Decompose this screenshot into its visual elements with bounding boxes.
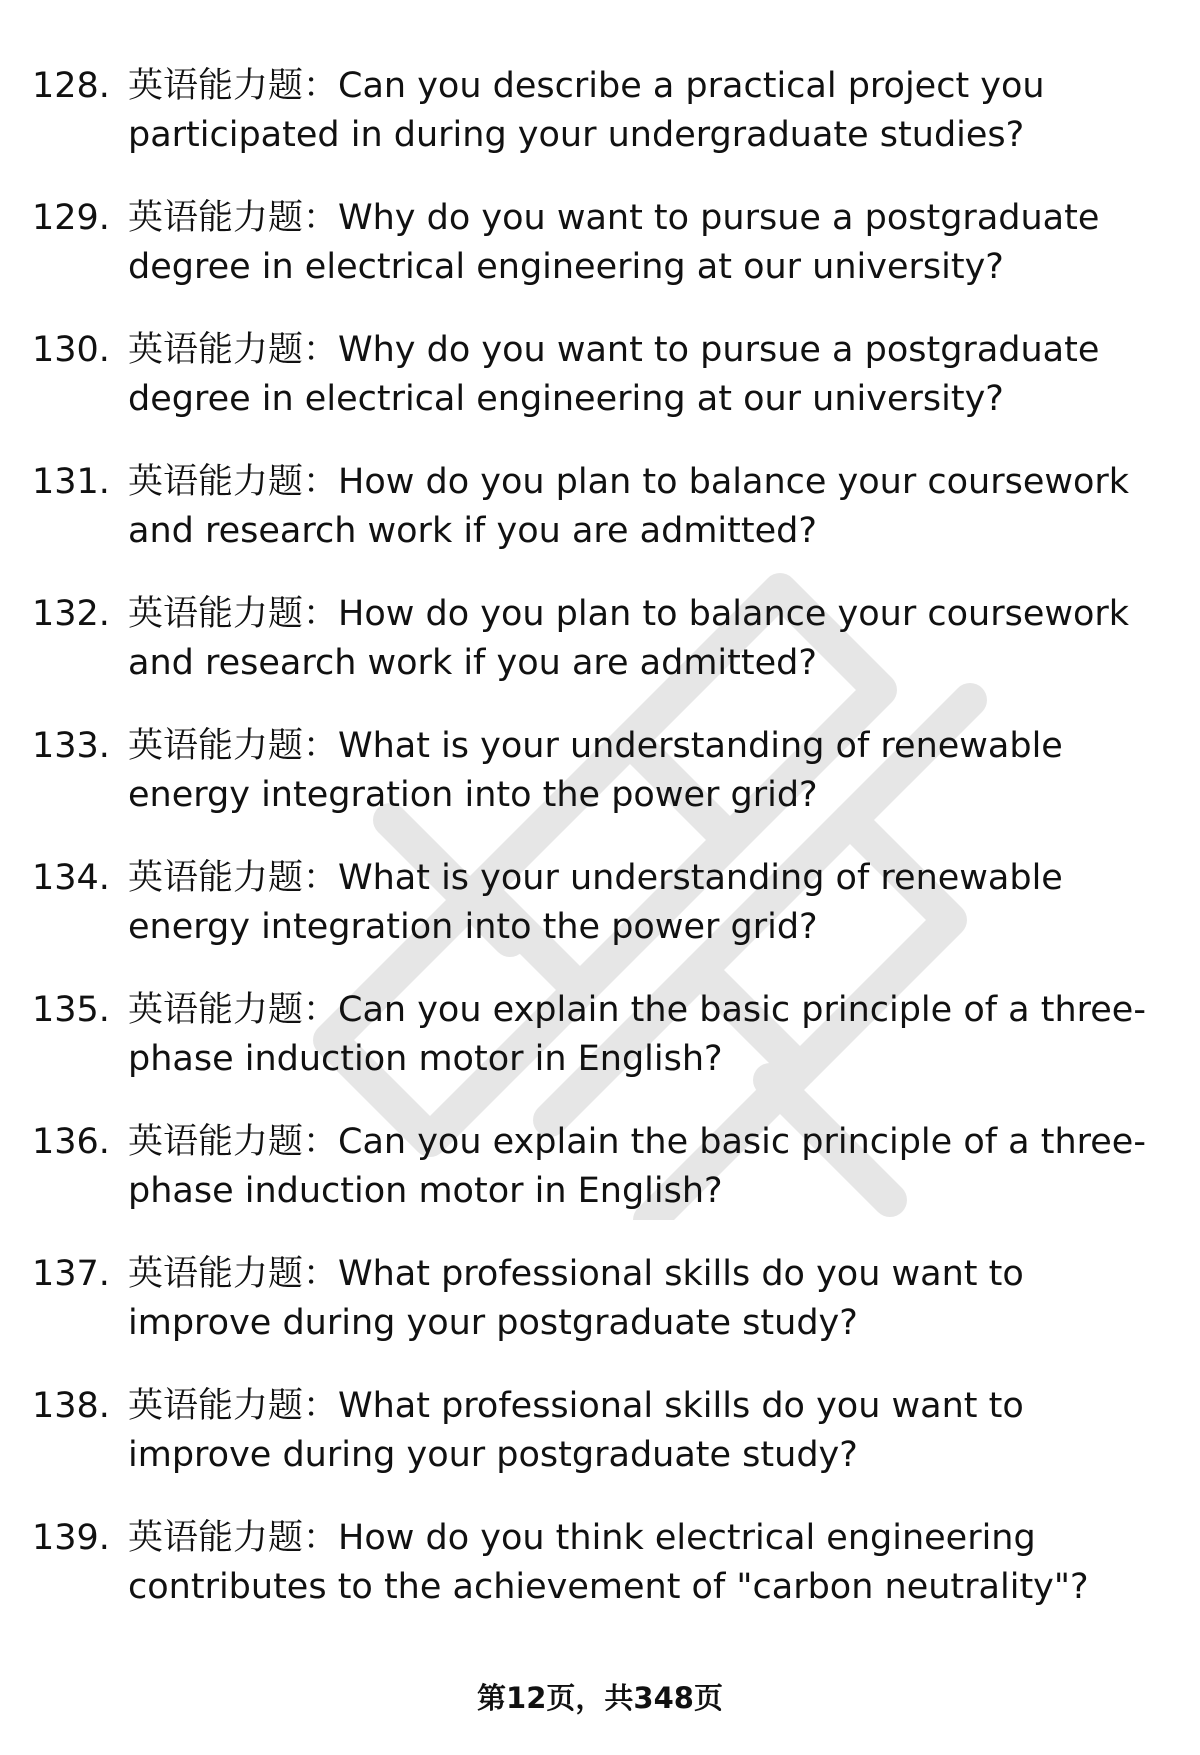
question-text bbox=[128, 1514, 1168, 1612]
question-line: improve during your postgraduate study? bbox=[128, 1435, 858, 1475]
question-number: 128. bbox=[32, 66, 110, 106]
question-line: and research work if you are admitted? bbox=[128, 511, 817, 551]
question-text bbox=[128, 854, 1168, 952]
list-item bbox=[32, 1514, 1172, 1646]
question-number: 136. bbox=[32, 1122, 110, 1162]
question-text bbox=[128, 326, 1168, 424]
question-number: 134. bbox=[32, 858, 110, 898]
question-line: 英语能力题：How do you plan to balance your coursework bbox=[128, 594, 1130, 634]
question-number: 135. bbox=[32, 990, 110, 1030]
question-line: and research work if you are admitted? bbox=[128, 643, 817, 683]
question-number: 132. bbox=[32, 594, 110, 634]
question-line: 英语能力题：Why do you want to pursue a postgraduate bbox=[128, 330, 1100, 370]
page-footer: 第12页，共348页 bbox=[477, 1681, 723, 1715]
question-line: 英语能力题：What is your understanding of renewable bbox=[128, 726, 1063, 766]
question-text bbox=[128, 194, 1168, 292]
question-line: energy integration into the power grid? bbox=[128, 775, 818, 815]
question-line: 英语能力题：Can you describe a practical project you bbox=[128, 66, 1045, 106]
list-item bbox=[32, 1118, 1172, 1250]
list-item bbox=[32, 62, 1172, 194]
list-item bbox=[32, 590, 1172, 722]
question-text bbox=[128, 1118, 1168, 1216]
question-line: 英语能力题：Can you explain the basic principle of a three- bbox=[128, 1122, 1146, 1162]
list-item bbox=[32, 986, 1172, 1118]
list-item bbox=[32, 1250, 1172, 1382]
list-item bbox=[32, 194, 1172, 326]
question-line: contributes to the achievement of "carbon neutrality"? bbox=[128, 1567, 1089, 1607]
question-text bbox=[128, 1250, 1168, 1348]
question-number: 129. bbox=[32, 198, 110, 238]
question-line: degree in electrical engineering at our university? bbox=[128, 379, 1004, 419]
question-line: 英语能力题：What professional skills do you want to bbox=[128, 1386, 1024, 1426]
question-text bbox=[128, 458, 1168, 556]
question-text bbox=[128, 986, 1168, 1084]
question-text bbox=[128, 1382, 1168, 1480]
question-line: 英语能力题：What is your understanding of renewable bbox=[128, 858, 1063, 898]
question-number: 138. bbox=[32, 1386, 110, 1426]
question-text bbox=[128, 590, 1168, 688]
question-text bbox=[128, 62, 1168, 160]
question-number: 131. bbox=[32, 462, 110, 502]
list-item bbox=[32, 326, 1172, 458]
question-line: 英语能力题：How do you think electrical engineering bbox=[128, 1518, 1036, 1558]
question-line: participated in during your undergraduate studies? bbox=[128, 115, 1025, 155]
question-line: degree in electrical engineering at our university? bbox=[128, 247, 1004, 287]
list-item bbox=[32, 1382, 1172, 1514]
list-item bbox=[32, 854, 1172, 986]
question-list bbox=[32, 62, 1172, 1646]
question-line: 英语能力题：How do you plan to balance your coursework bbox=[128, 462, 1130, 502]
question-number: 130. bbox=[32, 330, 110, 370]
question-number: 139. bbox=[32, 1518, 110, 1558]
question-line: energy integration into the power grid? bbox=[128, 907, 818, 947]
list-item bbox=[32, 722, 1172, 854]
question-line: 英语能力题：What professional skills do you want to bbox=[128, 1254, 1024, 1294]
question-number: 137. bbox=[32, 1254, 110, 1294]
question-number: 133. bbox=[32, 726, 110, 766]
question-line: phase induction motor in English? bbox=[128, 1039, 723, 1079]
question-line: 英语能力题：Why do you want to pursue a postgraduate bbox=[128, 198, 1100, 238]
question-text bbox=[128, 722, 1168, 820]
question-line: improve during your postgraduate study? bbox=[128, 1303, 858, 1343]
question-line: phase induction motor in English? bbox=[128, 1171, 723, 1211]
list-item bbox=[32, 458, 1172, 590]
question-line: 英语能力题：Can you explain the basic principle of a three- bbox=[128, 990, 1146, 1030]
